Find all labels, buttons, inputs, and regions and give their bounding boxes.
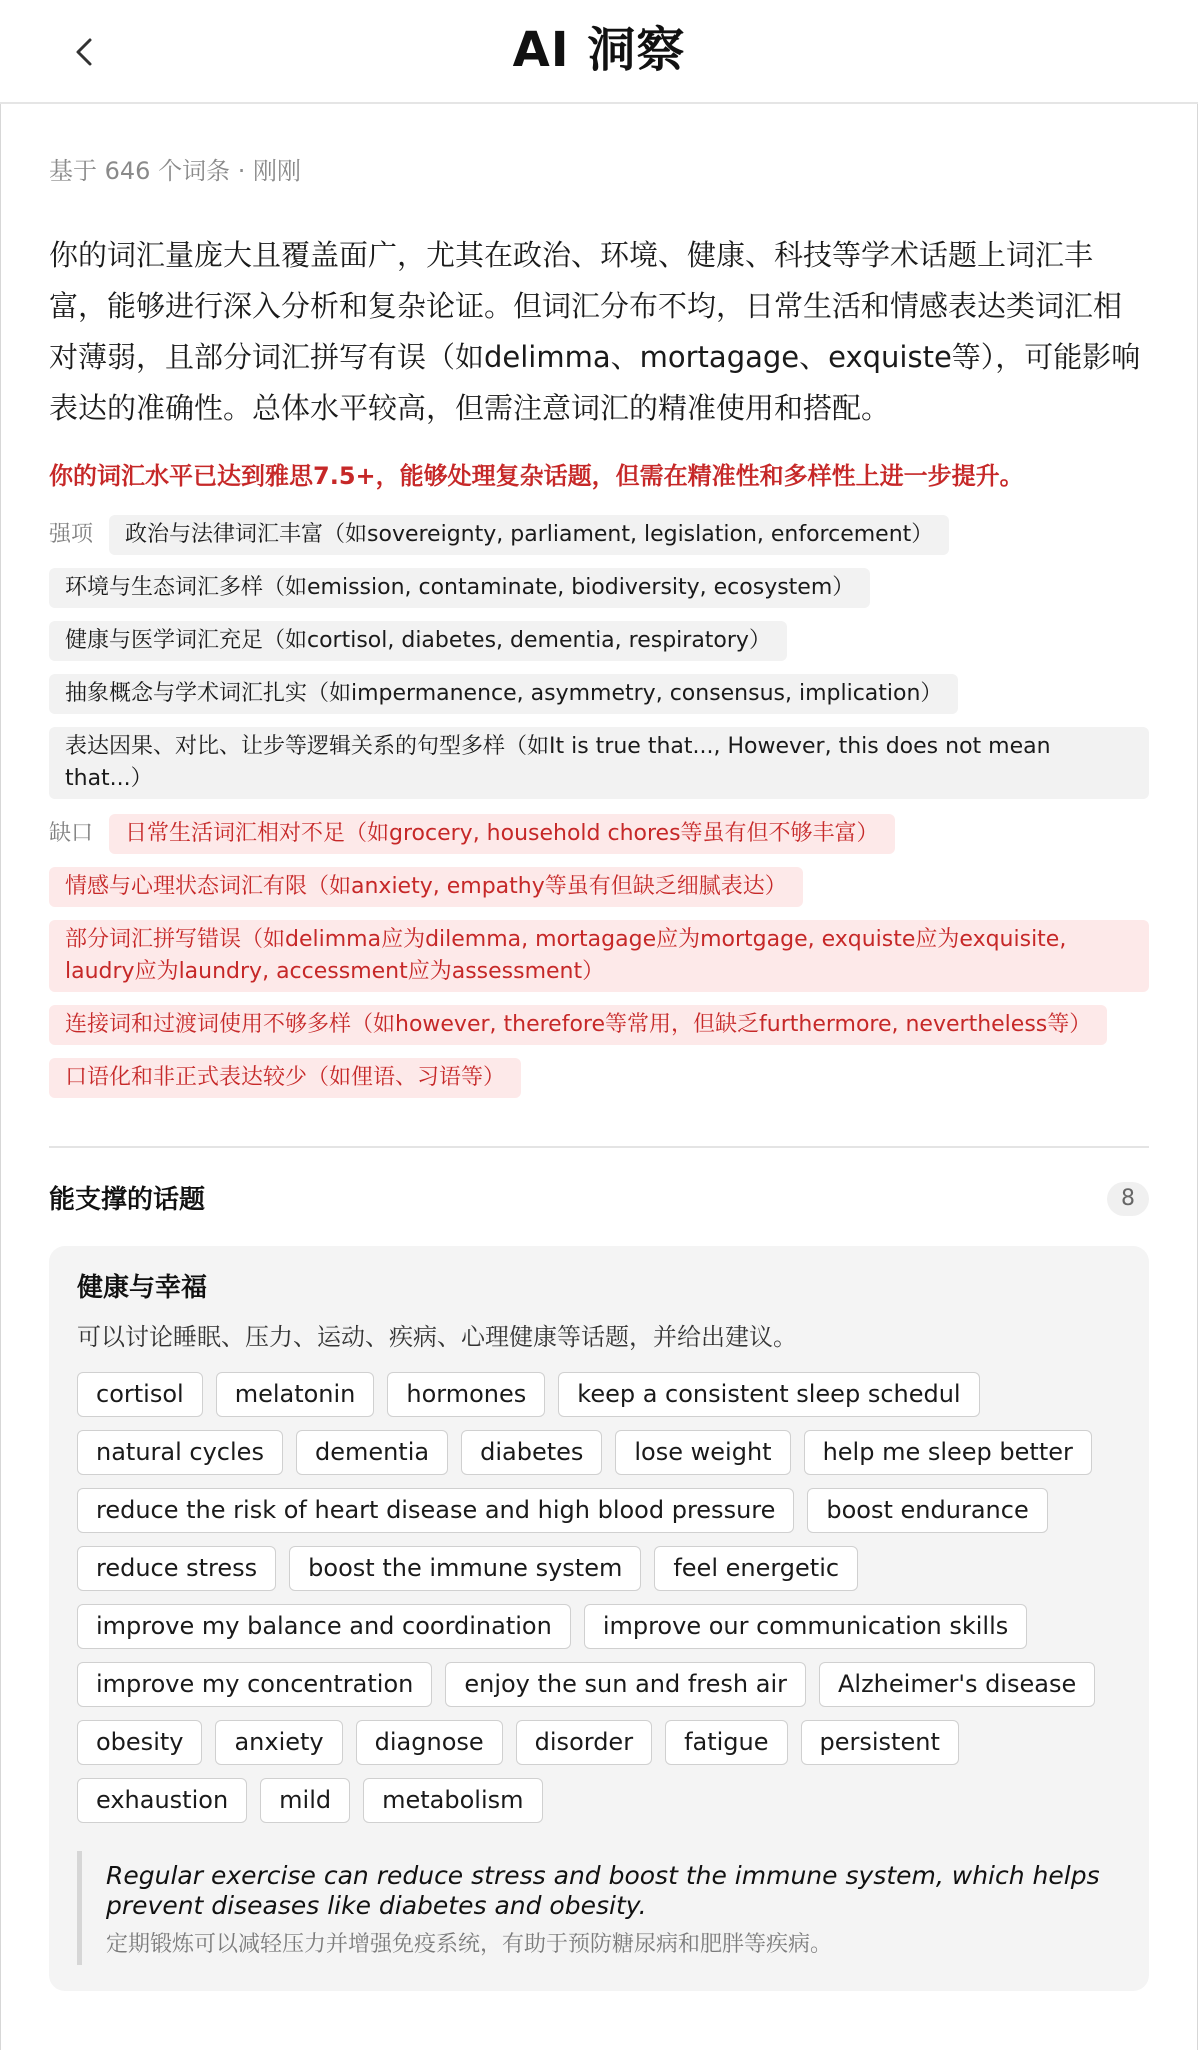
weaknesses-section	[49, 814, 1149, 1098]
word-chip[interactable]: cortisol	[77, 1372, 203, 1417]
word-chip-list	[77, 1372, 1121, 1823]
topics-title: 能支撑的话题	[49, 1185, 206, 1215]
word-chip[interactable]: mild	[260, 1778, 350, 1823]
word-chip[interactable]: improve my balance and coordination	[77, 1604, 571, 1649]
topics-header	[49, 1180, 1149, 1220]
word-chip[interactable]: dementia	[296, 1430, 448, 1475]
example-quote	[77, 1851, 1121, 1965]
word-chip[interactable]: reduce stress	[77, 1546, 276, 1591]
word-chip[interactable]: boost endurance	[807, 1488, 1047, 1533]
example-sentence-en: Regular exercise can reduce stress and boost the immune system, which helps prevent diseases like diabetes and obesity.	[106, 1861, 1100, 1920]
main-content	[0, 155, 1198, 1991]
word-chip[interactable]: boost the immune system	[289, 1546, 641, 1591]
strength-chip: 表达因果、对比、让步等逻辑关系的句型多样（如It is true that..., However, this does not mean that...）	[49, 727, 1149, 799]
word-chip[interactable]: exhaustion	[77, 1778, 247, 1823]
strength-chip: 健康与医学词汇充足（如cortisol, diabetes, dementia, respiratory）	[49, 621, 787, 661]
word-chip[interactable]: reduce the risk of heart disease and high blood pressure	[77, 1488, 794, 1533]
strength-chip: 政治与法律词汇丰富（如sovereignty, parliament, legislation, enforcement）	[109, 515, 949, 555]
weakness-chip: 口语化和非正式表达较少（如俚语、习语等）	[49, 1058, 521, 1098]
word-chip[interactable]: help me sleep better	[804, 1430, 1092, 1475]
word-chip[interactable]: keep a consistent sleep schedul	[558, 1372, 979, 1417]
strength-chip: 环境与生态词汇多样（如emission, contaminate, biodiversity, ecosystem）	[49, 568, 870, 608]
word-chip[interactable]: diabetes	[461, 1430, 602, 1475]
word-chip[interactable]: improve our communication skills	[584, 1604, 1027, 1649]
level-highlight: 你的词汇水平已达到雅思7.5+，能够处理复杂话题，但需在精准性和多样性上进一步提升。	[49, 462, 1024, 490]
word-chip[interactable]: obesity	[77, 1720, 202, 1765]
strengths-section	[49, 515, 1149, 799]
word-chip[interactable]: fatigue	[665, 1720, 787, 1765]
word-chip[interactable]: enjoy the sun and fresh air	[445, 1662, 806, 1707]
example-sentence-zh: 定期锻炼可以减轻压力并增强免疫系统，有助于预防糖尿病和肥胖等疾病。	[106, 1932, 833, 1957]
weakness-chip: 日常生活词汇相对不足（如grocery, household chores等虽有但不够丰富）	[109, 814, 895, 854]
word-chip[interactable]: diagnose	[356, 1720, 503, 1765]
word-chip[interactable]: persistent	[801, 1720, 959, 1765]
word-chip[interactable]: melatonin	[216, 1372, 375, 1417]
word-chip[interactable]: disorder	[516, 1720, 652, 1765]
section-divider	[49, 1146, 1149, 1148]
word-chip[interactable]: lose weight	[615, 1430, 790, 1475]
strength-chip: 抽象概念与学术词汇扎实（如impermanence, asymmetry, consensus, implication）	[49, 674, 958, 714]
weakness-chip: 情感与心理状态词汇有限（如anxiety, empathy等虽有但缺乏细腻表达）	[49, 867, 803, 907]
word-chip[interactable]: improve my concentration	[77, 1662, 432, 1707]
weaknesses-label: 缺口	[49, 821, 94, 846]
word-chip[interactable]: natural cycles	[77, 1430, 283, 1475]
page-title: AI 洞察	[512, 22, 686, 78]
top-bar	[0, 0, 1198, 104]
word-chip[interactable]: anxiety	[215, 1720, 342, 1765]
weakness-chip: 连接词和过渡词使用不够多样（如however, therefore等常用，但缺乏furthermore, nevertheless等）	[49, 1005, 1107, 1045]
word-chip[interactable]: hormones	[387, 1372, 545, 1417]
summary-text: 你的词汇量庞大且覆盖面广，尤其在政治、环境、健康、科技等学术话题上词汇丰富，能够进行深入分析和复杂论证。但词汇分布不均，日常生活和情感表达类词汇相对薄弱，且部分词汇拼写有误（如delimma、mortagage、exquiste等），可能影响表达的准确性。总体水平较高，但需注意词汇的精准使用和搭配。	[49, 238, 1141, 425]
topics-count-badge: 8	[1107, 1182, 1149, 1216]
analysis-meta: 基于 646 个词条 · 刚刚	[49, 157, 301, 185]
left-border	[0, 0, 1, 2050]
topic-card-title: 健康与幸福	[77, 1273, 208, 1303]
topic-card-description: 可以讨论睡眠、压力、运动、疾病、心理健康等话题，并给出建议。	[77, 1323, 797, 1351]
weakness-chip: 部分词汇拼写错误（如delimma应为dilemma, mortagage应为mortgage, exquiste应为exquisite, laudry应为laundry, accessment应为assessment）	[49, 920, 1149, 992]
word-chip[interactable]: feel energetic	[654, 1546, 858, 1591]
strengths-label: 强项	[49, 522, 94, 547]
topic-card	[49, 1246, 1149, 1991]
word-chip[interactable]: metabolism	[363, 1778, 542, 1823]
word-chip[interactable]: Alzheimer's disease	[819, 1662, 1095, 1707]
